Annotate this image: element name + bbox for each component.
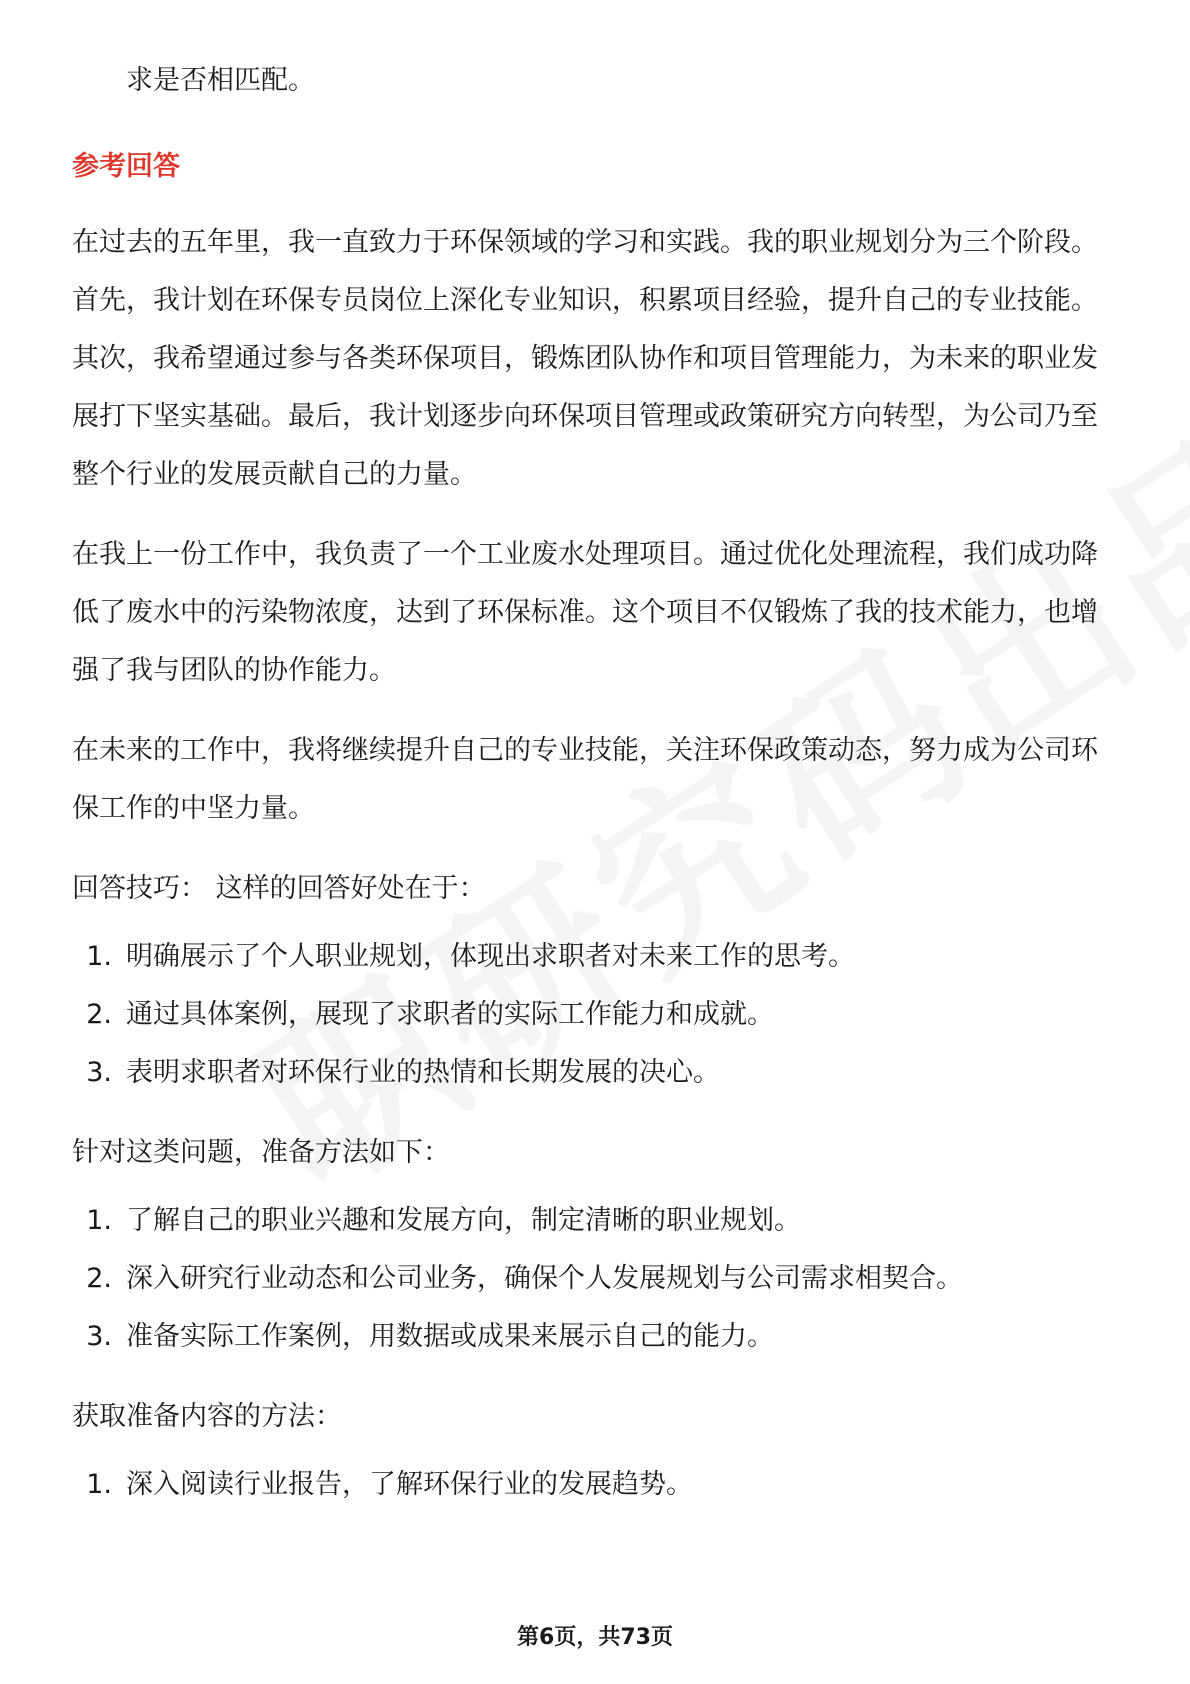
prep-heading: 针对这类问题，准备方法如下： xyxy=(72,1137,450,1168)
list-item xyxy=(72,1192,1122,1250)
list-item xyxy=(72,1044,1122,1102)
answer-paragraph-1: 在过去的五年里，我一直致力于环保领域的学习和实践。我的职业规划分为三个阶段。首先，我计划在环保专员岗位上深化专业知识，积累项目经验，提升自己的专业技能。其次，我希望通过参与各类环保项目，锻炼团队协作和项目管理能力，为未来的职业发展打下坚实基础。最后，我计划逐步向环保项目管理或政策研究方向转型，为公司乃至整个行业的发展贡献自己的力量。 xyxy=(72,227,1098,490)
page-footer: 第6页，共73页 xyxy=(517,1625,673,1650)
list-text: 明确展示了个人职业规划，体现出求职者对未来工作的思考。 xyxy=(126,941,855,972)
list-item xyxy=(72,986,1122,1044)
list-text: 表明求职者对环保行业的热情和长期发展的决心。 xyxy=(126,1057,720,1088)
prep-list xyxy=(72,1192,1122,1366)
document-body xyxy=(72,52,1122,1536)
list-text: 通过具体案例，展现了求职者的实际工作能力和成就。 xyxy=(126,999,774,1030)
tips-list xyxy=(72,928,1122,1102)
list-number: 1. xyxy=(86,941,112,972)
list-number: 2. xyxy=(86,1263,112,1294)
list-item xyxy=(72,928,1122,986)
list-number: 1. xyxy=(86,1205,112,1236)
list-number: 1. xyxy=(86,1469,112,1500)
list-text: 了解自己的职业兴趣和发展方向，制定清晰的职业规划。 xyxy=(126,1205,801,1236)
list-number: 3. xyxy=(86,1057,112,1088)
list-item xyxy=(72,1456,1122,1514)
top-fragment: 求是否相匹配。 xyxy=(126,65,315,96)
list-number: 3. xyxy=(86,1321,112,1352)
list-text: 深入研究行业动态和公司业务，确保个人发展规划与公司需求相契合。 xyxy=(126,1263,963,1294)
answer-paragraph-3: 在未来的工作中，我将继续提升自己的专业技能，关注环保政策动态，努力成为公司环保工作的中坚力量。 xyxy=(72,735,1098,824)
list-number: 2. xyxy=(86,999,112,1030)
section-title: 参考回答 xyxy=(72,151,180,182)
answer-paragraph-2: 在我上一份工作中，我负责了一个工业废水处理项目。通过优化处理流程，我们成功降低了废水中的污染物浓度，达到了环保标准。这个项目不仅锻炼了我的技术能力，也增强了我与团队的协作能力。 xyxy=(72,539,1098,686)
sources-heading: 获取准备内容的方法： xyxy=(72,1401,342,1432)
list-text: 准备实际工作案例，用数据或成果来展示自己的能力。 xyxy=(126,1321,774,1352)
list-item xyxy=(72,1308,1122,1366)
sources-list xyxy=(72,1456,1122,1514)
list-text: 深入阅读行业报告，了解环保行业的发展趋势。 xyxy=(126,1469,693,1500)
tips-heading: 回答技巧： 这样的回答好处在于： xyxy=(72,873,486,904)
list-item xyxy=(72,1250,1122,1308)
